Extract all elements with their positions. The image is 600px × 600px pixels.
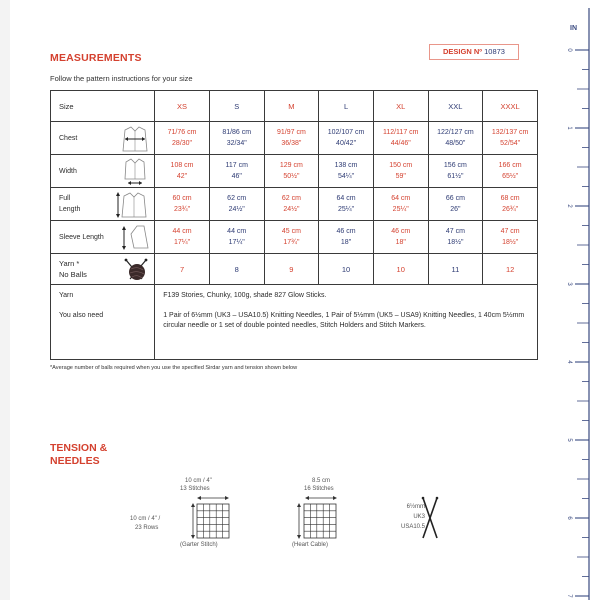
- tension-heading: [50, 442, 107, 468]
- page-edge-shadow: [0, 0, 10, 600]
- row-label-cell: [51, 122, 155, 155]
- size-measurements-table: [50, 90, 538, 360]
- design-number-label: DESIGN Nº: [443, 47, 483, 56]
- cell-cm: 166 cm: [498, 162, 522, 169]
- row-label-line: Length: [59, 206, 81, 213]
- materials-labels: [51, 285, 155, 360]
- cell-in: 24½": [283, 206, 300, 213]
- ruler-inch-label: 0: [566, 48, 572, 52]
- gauge-stitch-count: 16 Stitches: [304, 486, 334, 492]
- cell: [428, 122, 483, 155]
- cell: [428, 221, 483, 254]
- gauge-grid-icon: [160, 494, 230, 540]
- cell-in: 18": [395, 239, 406, 246]
- table-row-materials: [51, 285, 538, 360]
- ruler-ticks: [575, 50, 589, 596]
- gauge-heart-cable: [290, 478, 360, 558]
- cell-cm: 156 cm: [443, 162, 467, 169]
- cell-in: 32/34": [226, 140, 247, 147]
- cell-balls: 7: [155, 254, 210, 285]
- cell-in: 65½": [502, 173, 519, 180]
- yarn-label: Yarn: [59, 292, 74, 299]
- cell-cm: 71/76 cm: [167, 129, 197, 136]
- gauge-garter-stitch: [130, 478, 250, 558]
- cell-cm: 60 cm: [172, 195, 192, 202]
- cell-cm: 46 cm: [336, 228, 356, 235]
- cell-balls: 8: [209, 254, 264, 285]
- cell-cm: 62 cm: [227, 195, 247, 202]
- row-label-cell: [51, 254, 155, 285]
- cell-in: 40/42": [336, 140, 357, 147]
- cell: [264, 188, 319, 221]
- cell: [483, 122, 538, 155]
- ruler-labels: [566, 48, 572, 598]
- cell: [319, 155, 374, 188]
- row-label-line: Full: [59, 195, 71, 202]
- row-label-line: No Balls: [59, 270, 87, 279]
- cell: [373, 221, 428, 254]
- cell-in: 46": [231, 173, 242, 180]
- cell: [319, 188, 374, 221]
- cell-in: 44/46": [390, 140, 411, 147]
- tension-heading-line: NEEDLES: [50, 455, 100, 467]
- cell-in: 17¾": [283, 239, 300, 246]
- cardigan-width-icon: [120, 158, 150, 186]
- cell-cm: 68 cm: [500, 195, 520, 202]
- cell-in: 17¼": [173, 239, 191, 246]
- cell: [155, 155, 210, 188]
- cell-in: 18": [340, 239, 352, 246]
- cell: [155, 122, 210, 155]
- size-header-s: S: [209, 91, 264, 122]
- size-header-xl: XL: [373, 91, 428, 122]
- needle-size-labels: [385, 502, 425, 532]
- cell: [483, 188, 538, 221]
- needle-uk: UK3: [413, 514, 425, 520]
- row-label: Chest: [59, 134, 78, 142]
- yarn-value: F139 Stories, Chunky, 100g, shade 827 Glow Sticks.: [163, 292, 327, 299]
- cell-cm: 122/127 cm: [437, 129, 474, 136]
- cell-in: 18½": [447, 239, 464, 246]
- cell: [264, 155, 319, 188]
- cell-cm: 64 cm: [336, 195, 356, 202]
- cell-in: 52/54": [500, 140, 521, 147]
- cell-cm: 117 cm: [225, 162, 248, 169]
- cell: [428, 188, 483, 221]
- table-row-yarn-balls: [51, 254, 538, 285]
- cell: [428, 155, 483, 188]
- ruler-unit-label: IN: [570, 25, 577, 32]
- cardigan-length-icon: [114, 191, 150, 219]
- cell-balls: 12: [483, 254, 538, 285]
- cell-cm: 45 cm: [281, 228, 301, 235]
- measurements-heading: MEASUREMENTS: [50, 52, 142, 64]
- cell-cm: 102/107 cm: [327, 129, 365, 136]
- cell-in: 26¾": [502, 206, 519, 213]
- size-label: Size: [51, 91, 155, 122]
- cell-cm: 112/117 cm: [382, 129, 419, 136]
- tension-heading-line: TENSION &: [50, 442, 108, 454]
- size-header-m: M: [264, 91, 319, 122]
- ruler-inch-label: 3: [566, 282, 572, 286]
- needle-metric: 6½mm: [406, 504, 425, 510]
- gauge-stitch-type: (Garter Stitch): [180, 542, 218, 548]
- design-number-badge: [429, 44, 519, 60]
- cell-cm: 108 cm: [170, 162, 194, 169]
- row-label: Sleeve Length: [59, 233, 104, 241]
- cell-cm: 132/137 cm: [491, 129, 529, 136]
- cell-cm: 47 cm: [445, 228, 465, 235]
- cell-in: 18½": [502, 239, 519, 246]
- cell: [373, 122, 428, 155]
- cell-in: 17¼": [228, 239, 245, 246]
- cell: [209, 155, 264, 188]
- size-header-l: L: [319, 91, 374, 122]
- row-label-line: Yarn *: [59, 259, 80, 268]
- cell-in: 28/30": [172, 140, 193, 147]
- inch-ruler: [560, 0, 600, 600]
- cell-in: 54¼": [338, 173, 355, 180]
- cell-in: 23¾": [173, 206, 191, 213]
- table-row-chest: [51, 122, 538, 155]
- cell-cm: 62 cm: [281, 195, 301, 202]
- cell-in: 42": [176, 173, 188, 180]
- cell: [373, 188, 428, 221]
- cell-cm: 150 cm: [389, 162, 413, 169]
- cell-cm: 47 cm: [500, 228, 520, 235]
- cell-cm: 44 cm: [172, 228, 192, 235]
- cell-balls: 9: [264, 254, 319, 285]
- ruler-inch-label: 2: [566, 204, 572, 208]
- cell-cm: 138 cm: [334, 162, 358, 169]
- cell: [319, 221, 374, 254]
- yarn-footnote: *Average number of balls required when you use the specified Sirdar yarn and tension shown below: [50, 365, 298, 371]
- gauge-width-label: 10 cm / 4": [185, 478, 212, 484]
- ruler-inch-label: 7: [566, 594, 572, 598]
- cell-in: 25¼": [338, 206, 355, 213]
- cell: [155, 221, 210, 254]
- cell-in: 50½": [283, 173, 300, 180]
- cell-in: 48/50": [445, 140, 466, 147]
- design-number-value: 10873: [484, 47, 505, 56]
- cell: [483, 155, 538, 188]
- gauge-grid-icon: [292, 494, 338, 540]
- cell: [209, 188, 264, 221]
- cell-cm: 46 cm: [391, 228, 411, 235]
- also-need-label: You also need: [59, 312, 104, 319]
- crossed-needles-icon: [420, 496, 440, 540]
- cell-in: 59": [395, 173, 406, 180]
- ruler-inch-label: 6: [566, 516, 572, 520]
- cell-in: 25¼": [392, 206, 409, 213]
- cell-cm: 44 cm: [227, 228, 247, 235]
- also-need-value: 1 Pair of 6½mm (UK3 – USA10.5) Knitting Needles, 1 Pair of 5½mm (UK5 – USA9) Knitting Needles, 1 40cm 5½mm circular needle or 1 set of double pointed needles, Stitch Holders and Stitch Markers.: [163, 312, 525, 329]
- gauge-stitch-count: 13 Stitches: [180, 486, 210, 492]
- size-header-xxl: XXL: [428, 91, 483, 122]
- row-label-cell: [51, 155, 155, 188]
- cell-cm: 64 cm: [391, 195, 411, 202]
- size-header-xxxl: XXXL: [483, 91, 538, 122]
- table-row-width: [51, 155, 538, 188]
- table-row-full-length: [51, 188, 538, 221]
- row-label-cell: [51, 221, 155, 254]
- size-header-xs: XS: [155, 91, 210, 122]
- needle-usa: USA10.5: [400, 524, 425, 530]
- cell-in: 36/38": [281, 140, 302, 147]
- cell-balls: 11: [428, 254, 483, 285]
- table-row-size: [51, 91, 538, 122]
- ruler-inch-label: 5: [566, 438, 572, 442]
- cell: [209, 221, 264, 254]
- cell-in: 61½": [447, 173, 464, 180]
- row-label: [59, 193, 80, 215]
- row-label: [59, 258, 87, 280]
- cell: [319, 122, 374, 155]
- yarn-ball-icon: [122, 257, 150, 283]
- cell-cm: 81/86 cm: [222, 129, 252, 136]
- ruler-inch-label: 4: [566, 360, 572, 364]
- cell-balls: 10: [373, 254, 428, 285]
- materials-values: [155, 285, 538, 360]
- cell-cm: 66 cm: [445, 195, 465, 202]
- row-label-cell: [51, 188, 155, 221]
- cell: [483, 221, 538, 254]
- gauge-stitch-type: (Heart Cable): [292, 542, 329, 548]
- sleeve-length-icon: [120, 224, 150, 252]
- cardigan-chest-icon: [120, 125, 150, 153]
- row-label: Width: [59, 167, 77, 175]
- cell: [373, 155, 428, 188]
- cell-in: 26": [450, 206, 461, 213]
- cell-balls: 10: [319, 254, 374, 285]
- gauge-height-label: 10 cm / 4" /: [130, 516, 161, 522]
- cell: [209, 122, 264, 155]
- cell-in: 24½": [228, 206, 245, 213]
- measurements-subtitle: Follow the pattern instructions for your size: [50, 74, 193, 83]
- cell: [155, 188, 210, 221]
- cell: [264, 122, 319, 155]
- gauge-row-count: 23 Rows: [135, 525, 159, 531]
- ruler-inch-label: 1: [566, 126, 572, 130]
- cell-cm: 91/97 cm: [276, 129, 306, 136]
- cell-cm: 129 cm: [279, 162, 303, 169]
- table-row-sleeve-length: [51, 221, 538, 254]
- cell: [264, 221, 319, 254]
- gauge-width-label: 8.5 cm: [312, 478, 331, 484]
